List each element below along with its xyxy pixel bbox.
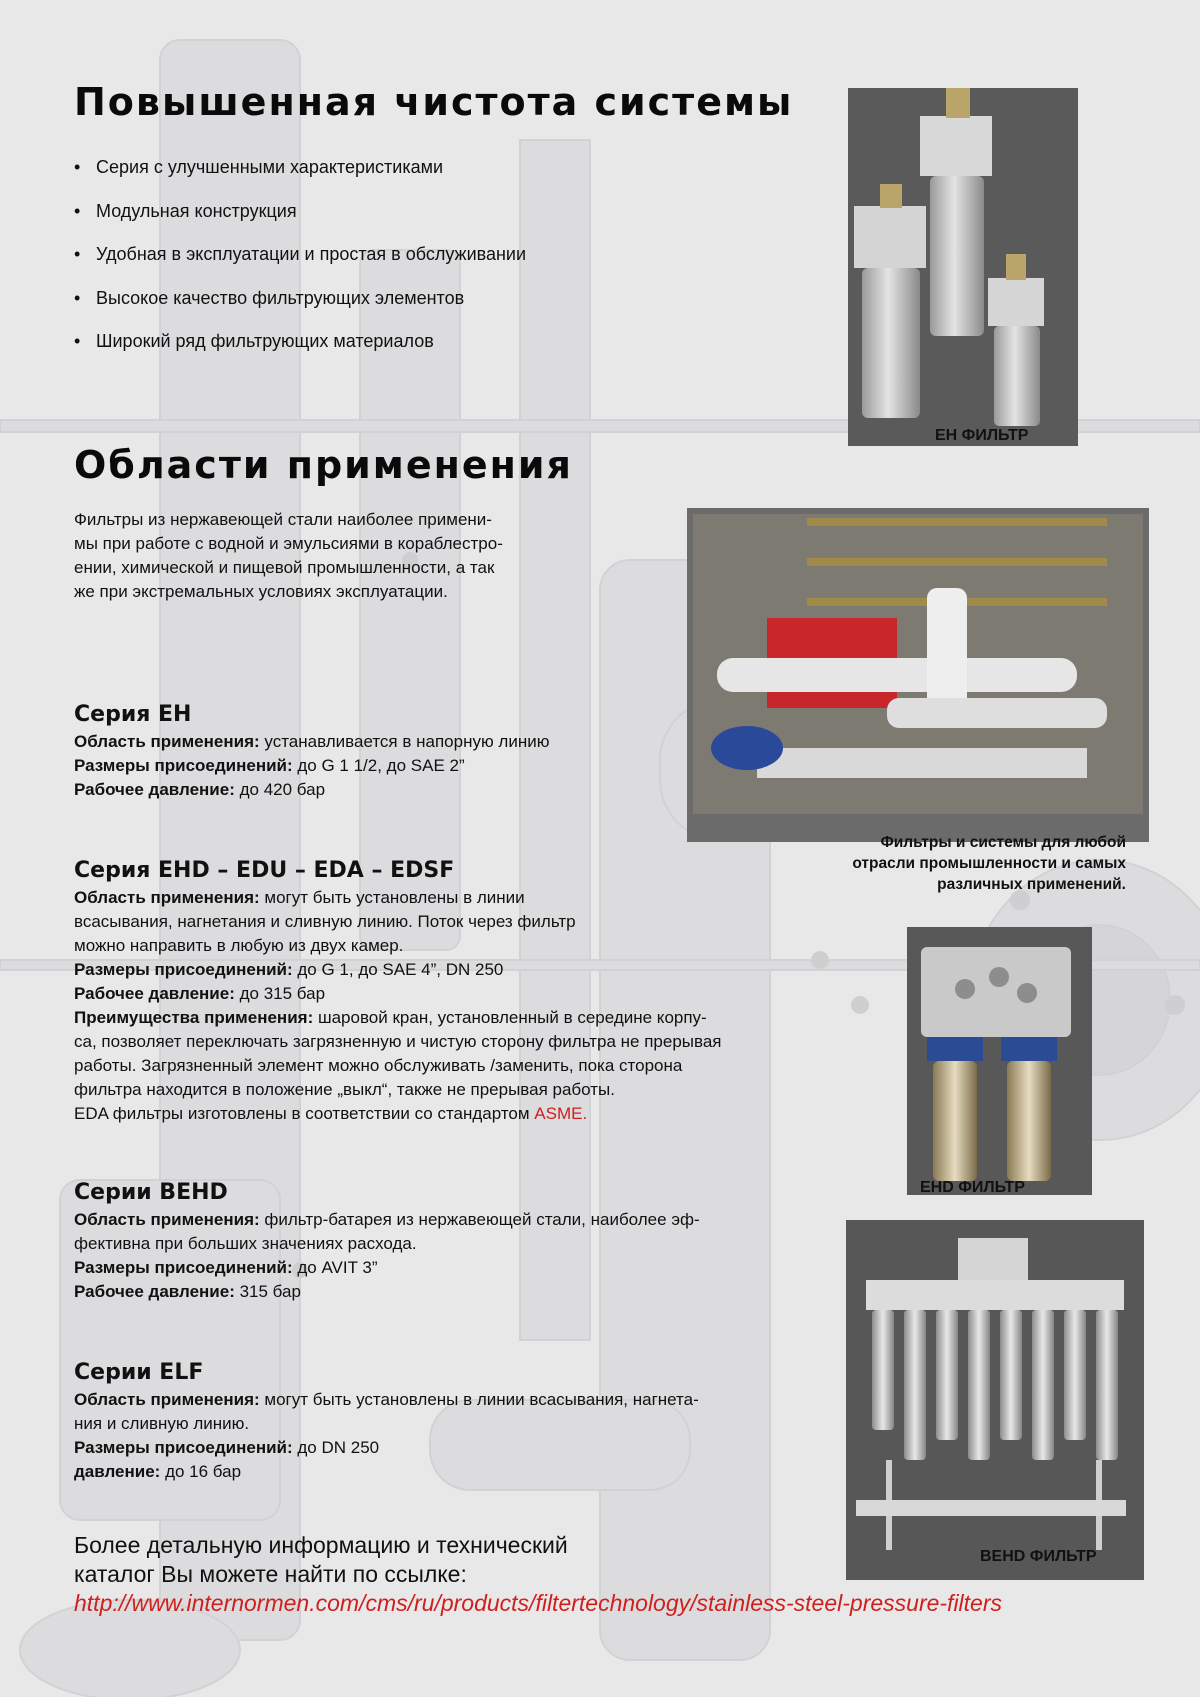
eh-filter-image: [848, 88, 1078, 446]
systems-photo: [687, 508, 1149, 842]
more-info: Более детальную информацию и технический каталог Вы можете найти по ссылке: http://www.internormen.com/cms/ru/products/filtertechnology/stainless-steel-pressure-filters: [74, 1532, 1003, 1616]
asme-highlight: ASME: [534, 1104, 583, 1123]
ehd-filter-photo: [907, 927, 1092, 1195]
section-title: Серия EH: [74, 702, 192, 727]
behd-filter-image: [846, 1220, 1144, 1580]
eh-filter-photo: [848, 88, 1078, 446]
section-series-eh: Серия EH Область применения: устанавливается в напорную линию Размеры присоединений: до G 1 1/2, до SAE 2” Рабочее давление: до 420 бар: [74, 702, 550, 799]
section-title: Серия EHD – EDU – EDA – EDSF: [74, 858, 455, 883]
list-item: • Высокое качество фильтрующих элементов: [74, 287, 465, 308]
heading-system-cleanliness: Повышенная чистота системы: [74, 80, 794, 124]
catalog-link[interactable]: http://www.internormen.com/cms/ru/products/filtertechnology/stainless-steel-pressure-filters: [74, 1590, 1003, 1616]
behd-filter-photo: [846, 1220, 1144, 1580]
caption-systems: Фильтры и системы для любой отрасли промышленности и самых различных применений.: [852, 834, 1126, 893]
list-item: • Широкий ряд фильтрующих материалов: [74, 331, 434, 351]
list-item: • Серия с улучшенными характеристиками: [74, 157, 444, 177]
heading-applications: Области применения: [74, 443, 573, 487]
features-list: [74, 152, 526, 370]
section-series-ehd: Серия EHD – EDU – EDA – EDSF Область применения: могут быть установлены в линии всасывания, нагнетания и сливную линию. Поток через фильтр можно направить в любую из двух камер. Размеры присоединений: до G 1, до SAE 4”, DN 250 Рабочее давление: до 315 бар Преимущества применения: шаровой кран, установленный в середине корпу- са, позволяет переключать загрязненную и чистую сторону фильтра не прерывая работы. Загрязненный элемент можно обслуживать /заменить, пока сторона фильтра находится в положение „выкл“, также не прерывая работы. EDA фильтры изготовлены в соответствии со стандартом ASME.: [74, 858, 722, 1123]
ehd-filter-image: [907, 927, 1092, 1195]
list-item: • Удобная в эксплуатации и простая в обслуживании: [74, 244, 527, 264]
section-series-behd: Серии BEHD Область применения: фильтр-батарея из нержавеющей стали, наиболее эф- фективна при больших значениях расхода. Размеры присоединений: до AVIT 3” Рабочее давление: 315 бар: [74, 1180, 700, 1301]
section-series-elf: Серии ELF Область применения: могут быть установлены в линии всасывания, нагнета- ния и сливную линию. Размеры присоединений: до DN 250 давление: до 16 бар: [74, 1360, 699, 1481]
intro-paragraph: Фильтры из нержавеющей стали наиболее примени- мы при работе с водной и эмульсиями в кораблестро- ении, химической и пищевой промышленности, а так же при экстремальных условиях эксплуатации.: [74, 510, 503, 601]
caption-eh-filter: EH ФИЛЬТР: [935, 427, 1029, 444]
list-item: • Модульная конструкция: [74, 200, 297, 221]
filter-system-image: [687, 508, 1149, 842]
caption-behd-filter: BEHD ФИЛЬТР: [980, 1548, 1097, 1565]
section-title: Серии ELF: [74, 1360, 204, 1385]
section-title: Серии BEHD: [74, 1180, 228, 1205]
caption-ehd-filter: EHD ФИЛЬТР: [920, 1179, 1025, 1196]
